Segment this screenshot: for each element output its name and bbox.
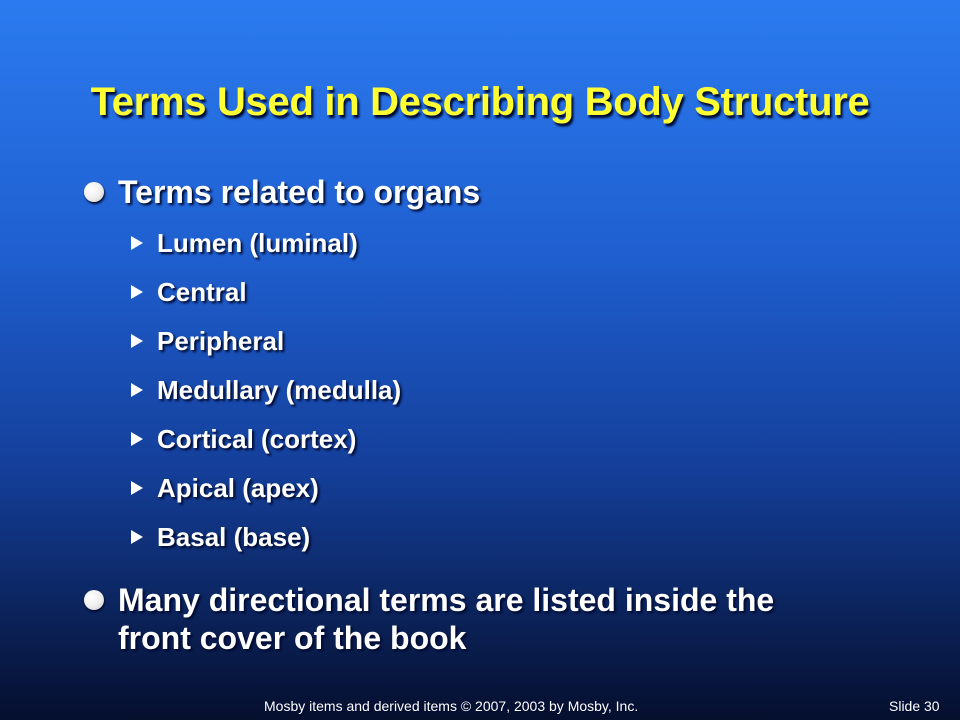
slide-number: Slide 30 (889, 698, 940, 714)
arrow-bullet-icon (131, 481, 143, 495)
arrow-bullet-icon (131, 285, 143, 299)
sub-item (131, 277, 247, 308)
sub-item-text: Apical (apex) (157, 473, 319, 503)
sub-item-text: Basal (base) (157, 522, 311, 552)
arrow-bullet-icon (131, 236, 143, 250)
sub-item-text: Cortical (cortex) (157, 424, 357, 454)
sub-item (131, 375, 401, 406)
sub-item-text: Lumen (luminal) (157, 228, 358, 258)
sub-item (131, 473, 319, 504)
slide-title: Terms Used in Describing Body Structure (90, 80, 870, 124)
sub-item-text: Central (157, 277, 247, 307)
sub-item (131, 424, 356, 455)
sub-item (131, 522, 310, 553)
sub-item (131, 228, 358, 259)
footer-copyright: Mosby items and derived items © 2007, 2003 by Mosby, Inc. (264, 698, 639, 714)
arrow-bullet-icon (131, 383, 143, 397)
arrow-bullet-icon (131, 530, 143, 544)
sub-item-text: Medullary (medulla) (157, 375, 402, 405)
sub-item-text: Peripheral (157, 326, 285, 356)
bullet-text-line-2: front cover of the book (118, 620, 467, 656)
arrow-bullet-icon (131, 334, 143, 348)
bullet-dot-icon (84, 590, 104, 610)
bullet-dot-icon (84, 182, 104, 202)
bullet-text: Terms related to organs (118, 174, 481, 210)
sub-item (131, 326, 284, 357)
bullet-text-line-1: Many directional terms are listed inside the (118, 582, 775, 618)
arrow-bullet-icon (131, 432, 143, 446)
